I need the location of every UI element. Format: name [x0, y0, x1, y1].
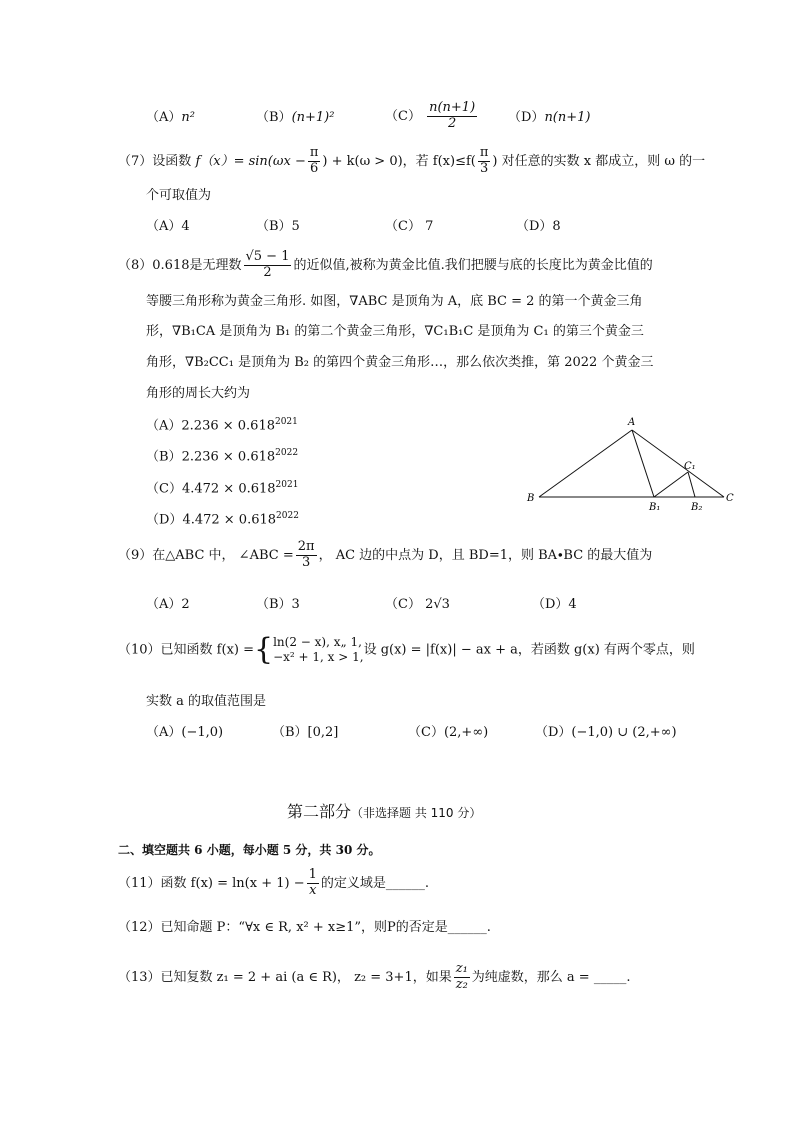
- question-7: [118, 146, 705, 177]
- denominator: 6: [309, 160, 319, 176]
- label-b1: B₁: [649, 502, 661, 513]
- question-number: （12）: [118, 920, 161, 935]
- question-8-line2: 等腰三角形称为黄金三角形. 如图，∇ABC 是顶角为 A，底 BC = 2 的第一个黄金三角: [146, 294, 643, 309]
- fraction: [427, 101, 477, 132]
- question-9: [118, 540, 652, 571]
- q10-option-c: （C）(2,+∞): [408, 725, 489, 740]
- q8-option-c: [146, 480, 298, 497]
- exponent: 2022: [275, 448, 299, 458]
- question-7-line2: 个可取值为: [146, 188, 212, 203]
- denominator: 3: [480, 160, 489, 176]
- label-c1: C₁: [684, 461, 696, 472]
- option-label: （C）: [385, 108, 421, 124]
- text: 的近似值,被称为黄金比值.我们把腰与底的长度比为黄金比值的: [293, 257, 653, 273]
- numerator: 1: [308, 867, 317, 882]
- brace: {: [254, 632, 274, 667]
- denominator: 2: [263, 264, 272, 280]
- case-1: ln(2 − x), x„ 1,: [273, 635, 362, 649]
- question-number: （11）: [118, 875, 161, 891]
- option-value: 2.236 × 0.618: [181, 418, 275, 434]
- q10-option-a: （A）(−1,0): [146, 725, 224, 740]
- fraction: [296, 540, 317, 571]
- question-8-line5: 角形的周长大约为: [146, 386, 251, 401]
- text: ) 对任意的实数 x 都成立，则 ω 的一: [492, 153, 706, 169]
- text: 0.618是无理数: [152, 257, 242, 273]
- option-value: (n+1)²: [291, 110, 335, 125]
- question-10-line2: 实数 a 的取值范围是: [146, 694, 267, 709]
- q10-option-d: （D）(−1,0) ∪ (2,+∞): [535, 725, 677, 740]
- q8-option-b: [146, 448, 298, 465]
- text: 的定义域是______.: [320, 875, 430, 891]
- q7-option-c: （C） 7: [385, 219, 434, 234]
- q6-option-c: [385, 101, 479, 132]
- text: 已知函数 f(x) =: [160, 642, 254, 658]
- denominator: x: [309, 882, 317, 898]
- q6-option-a: [146, 110, 195, 126]
- question-number: （9）: [118, 547, 153, 563]
- question-8-line4: 角形，∇B₂CC₁ 是顶角为 B₂ 的第四个黄金三角形…，那么依次类推，第 2022 个黄金三: [146, 355, 654, 370]
- q9-option-a: （A）2: [146, 597, 190, 612]
- text: 设 g(x) = |f(x)| − ax + a，若函数 g(x) 有两个零点，则: [363, 642, 695, 658]
- q9-option-d: （D）4: [532, 597, 577, 612]
- option-label: （A）: [146, 418, 182, 434]
- fraction: [478, 146, 491, 177]
- question-number: （7）: [118, 153, 153, 169]
- option-label: （B）: [256, 110, 292, 125]
- formula: f（x）= sin(ωx −: [195, 153, 306, 169]
- numerator: n(n+1): [429, 100, 476, 115]
- exponent: 2022: [276, 511, 299, 521]
- option-label: （C）: [146, 481, 182, 497]
- segment-ab: [539, 430, 632, 497]
- numerator: π: [309, 145, 319, 160]
- text: ， AC 边的中点为 D，且 BD=1，则 BA∙BC 的最大值为: [318, 547, 653, 563]
- section-heading: 二、填空题共 6 小题，每小题 5 分，共 30 分。: [118, 843, 381, 857]
- numerator: z₁: [455, 961, 468, 976]
- text: 已知命题 P：“∀x ∈ R, x² + x≥1”，则P的否定是______.: [160, 920, 491, 935]
- label-c: C: [726, 493, 734, 504]
- question-12: [118, 920, 491, 936]
- segment-ac: [632, 430, 724, 497]
- label-b2: B₂: [691, 502, 703, 513]
- q9-option-b: （B）3: [256, 597, 300, 612]
- text: 为纯虚数，那么 a = _____.: [471, 969, 631, 985]
- segment-ab1: [632, 430, 654, 497]
- option-value: 4.472 × 0.618: [181, 481, 276, 497]
- question-number: （13）: [118, 969, 161, 985]
- option-value: n²: [181, 110, 195, 125]
- question-11: [118, 868, 429, 899]
- question-number: （10）: [118, 642, 161, 658]
- numerator: π: [479, 145, 489, 160]
- part-title: 第二部分: [287, 802, 352, 821]
- option-value: 4.472 × 0.618: [182, 512, 277, 528]
- piecewise-cases: [273, 635, 363, 665]
- part-two-heading: [287, 802, 481, 821]
- q9-option-c: （C） 2√3: [385, 597, 450, 612]
- q10-option-b: （B）[0,2]: [272, 725, 339, 740]
- segment-b1c1: [654, 472, 688, 497]
- option-value: 2.236 × 0.618: [181, 449, 276, 465]
- text: 函数 f(x) = ln(x + 1) −: [160, 875, 305, 891]
- q8-option-a: [146, 417, 298, 434]
- option-label: （B）: [146, 449, 182, 465]
- exponent: 2021: [274, 417, 298, 427]
- q8-option-d: [146, 511, 299, 528]
- question-13: [118, 962, 630, 993]
- q6-option-d: [508, 110, 591, 126]
- exponent: 2021: [275, 480, 299, 490]
- option-label: （D）: [146, 512, 183, 528]
- text: ) + k(ω > 0)，若 f(x)≤f(: [322, 153, 476, 169]
- text: 在△ABC 中， ∠ABC =: [152, 547, 294, 563]
- q7-option-a: （A）4: [146, 219, 190, 234]
- option-label: （D）: [508, 110, 545, 125]
- denominator: 3: [302, 554, 311, 570]
- segment-c1b2: [688, 472, 695, 497]
- numerator: √5 − 1: [245, 249, 290, 264]
- q7-option-b: （B）5: [256, 219, 300, 234]
- question-8: [118, 250, 653, 281]
- denominator: 2: [447, 115, 457, 131]
- case-2: −x² + 1, x > 1,: [273, 650, 364, 664]
- option-label: （A）: [146, 110, 182, 125]
- question-8-line3: 形，∇B₁CA 是顶角为 B₁ 的第二个黄金三角形，∇C₁B₁C 是顶角为 C₁ 的第三个黄金三: [146, 324, 644, 339]
- denominator: z₂: [455, 976, 468, 992]
- text: 已知复数 z₁ = 2 + ai (a ∈ R)， z₂ = 3+1，如果: [160, 969, 452, 985]
- fraction: [244, 250, 292, 281]
- label-b: B: [527, 493, 535, 504]
- fraction: [307, 868, 319, 899]
- fraction: [308, 146, 321, 177]
- label-a: A: [628, 417, 636, 428]
- question-number: （8）: [118, 257, 153, 273]
- golden-triangle-figure: [520, 412, 740, 517]
- part-subtitle: （非选择题 共 110 分）: [351, 806, 482, 820]
- fraction: [454, 962, 470, 993]
- numerator: 2π: [297, 539, 315, 554]
- q7-option-d: （D）8: [516, 219, 561, 234]
- q6-option-b: [256, 110, 334, 126]
- question-10: [118, 632, 695, 667]
- text: 设函数: [152, 153, 192, 169]
- option-value: n(n+1): [544, 110, 591, 125]
